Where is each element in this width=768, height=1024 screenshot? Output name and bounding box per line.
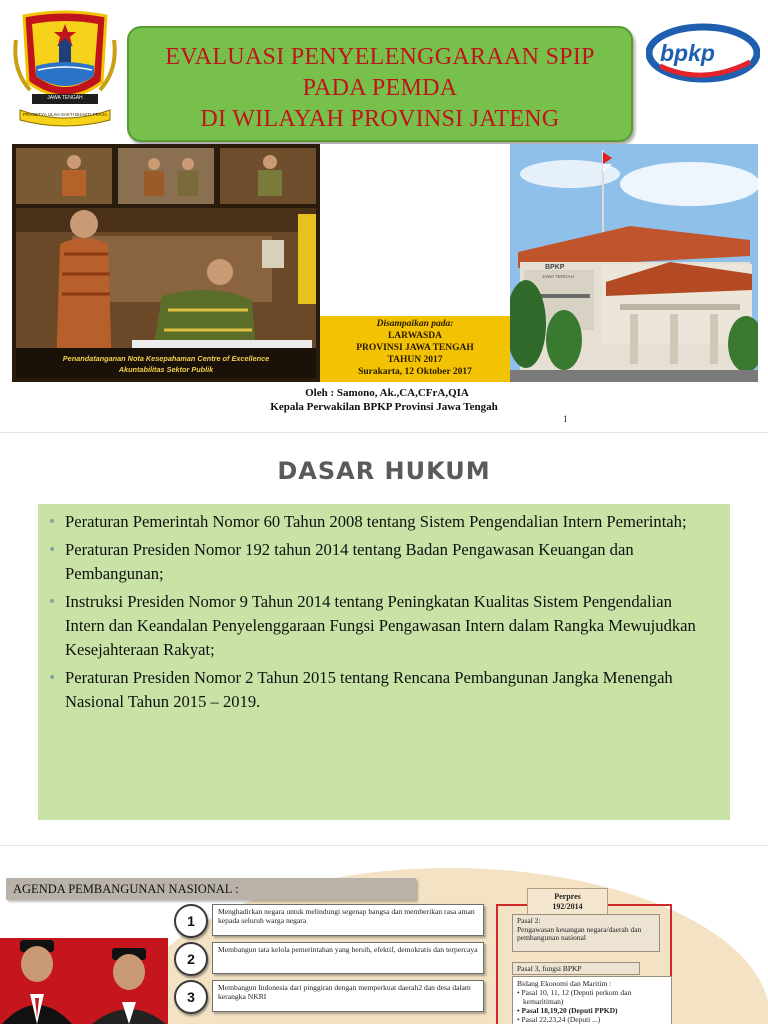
pasal-3-item-text: Pasal 10, 11, 12 (Deputi perkom dan kemaritiman): [521, 988, 632, 1006]
perpres-line-1: Perpres: [554, 892, 581, 901]
presented-at-panel: [320, 316, 510, 382]
pasal-2-text: Pengawasan keuangan negara/daerah dan pembangunan nasional: [517, 924, 642, 942]
title-slide: [0, 0, 768, 432]
title-line-3: DI WILAYAH PROVINSI JATENG: [200, 106, 560, 132]
pasal-3-sub: Bidang Ekonomi dan Maritim :: [517, 979, 612, 988]
pasal-3-head: Pasal 3, fungsi BPKP: [512, 962, 640, 975]
pasal-3-item-text: Pasal 18,19,20 (Deputi PPKD): [521, 1006, 618, 1015]
bullet-marker: •: [48, 594, 57, 610]
leaders-portrait: [0, 938, 168, 1024]
collage-caption-line-2: Akuntabilitas Sektor Publik: [118, 365, 214, 374]
presented-line-3: PROVINSI JAWA TENGAH: [356, 343, 474, 353]
signing-photo-collage: [12, 144, 320, 382]
pasal-3-item: • Pasal 22,23,24 (Deputi ...): [517, 1015, 601, 1024]
presented-line-1: Disampaikan pada:: [376, 319, 454, 329]
page-number: 1: [563, 414, 568, 424]
bullet-marker: •: [48, 670, 57, 686]
leaders-photo: [0, 938, 168, 1024]
pasal-2-box: [512, 914, 660, 952]
legal-basis-slide: [0, 433, 768, 845]
list-item: [48, 590, 712, 662]
bpkp-logo-text: bpkp: [660, 40, 715, 66]
building-sign: BPKP: [545, 264, 565, 271]
agenda-number-1: 1: [174, 904, 208, 938]
presentation-title-box: [127, 26, 633, 142]
bpkp-building-photo: [510, 144, 758, 382]
legal-basis-list: [38, 504, 730, 820]
presented-line-5: Surakarta, 12 Oktober 2017: [358, 367, 472, 377]
list-item-text: Peraturan Presiden Nomor 2 Tahun 2015 tentang Rencana Pembangunan Jangka Menengah Nasional Tahun 2015 – 2019.: [65, 668, 673, 711]
seal-caption: JAWA TENGAH: [47, 95, 83, 101]
national-agenda-slide: [0, 846, 768, 1024]
agenda-item-2: Membangun tata kelola pemerintahan yang bersih, efektif, demokratis dan terpercaya: [212, 942, 484, 974]
slide-title: DASAR HUKUM: [277, 457, 491, 485]
list-item-text: Peraturan Pemerintah Nomor 60 Tahun 2008 tentang Sistem Pengendalian Intern Pemerintah;: [65, 512, 687, 531]
bullet-marker: •: [48, 542, 57, 558]
pasal-3-item-text: Pasal 22,23,24 (Deputi ...): [521, 1015, 601, 1024]
presenter-title: Kepala Perwakilan BPKP Provinsi Jawa Tengah: [270, 401, 498, 413]
presenter-name: Oleh : Samono, Ak.,CA,CFrA,QIA: [305, 387, 469, 399]
list-item: [48, 538, 712, 586]
presenter-block: [0, 386, 768, 414]
perpres-line-2: 192/2014: [552, 902, 583, 911]
list-item: [48, 510, 712, 534]
building-sign-sub: JAWA TENGAH: [542, 274, 574, 279]
agenda-item-1: Menghadirkan negara untuk melindungi segenap bangsa dan memberikan rasa aman kepada seluruh warga negara: [212, 904, 484, 936]
pasal-3-item: • Pasal 10, 11, 12 (Deputi perkom dan kemaritiman): [517, 988, 632, 1006]
agenda-item-3: Membangun Indonesia dari pinggiran dengan memperkuat daerah2 dan desa dalam kerangka NKRI: [212, 980, 484, 1012]
collage-photo: [12, 144, 320, 382]
agenda-title: AGENDA PEMBANGUNAN NASIONAL :: [6, 878, 416, 900]
pasal-2-head: Pasal 2:: [517, 916, 541, 925]
list-item-text: Peraturan Presiden Nomor 192 tahun 2014 tentang Badan Pengawasan Keuangan dan Pembangunan;: [65, 540, 634, 583]
building-photo: [510, 144, 758, 382]
presented-line-4: TAHUN 2017: [387, 355, 443, 365]
presented-line-2: LARWASDA: [387, 331, 443, 341]
pasal-3-box: [512, 976, 672, 1024]
agenda-number-3: 3: [174, 980, 208, 1014]
seal-motto: PRASETYA ULAH SAKTI BHAKTI PRAJA: [22, 112, 108, 117]
collage-caption-line-1: Penandatanganan Nota Kesepahaman Centre of Excellence: [62, 354, 270, 363]
title-line-2: PADA PEMDA: [302, 75, 458, 101]
pasal-3-item: • Pasal 18,19,20 (Deputi PPKD): [517, 1006, 618, 1015]
agenda-number-2: 2: [174, 942, 208, 976]
bullet-marker: •: [48, 514, 57, 530]
blank-panel: [320, 144, 510, 316]
list-item-text: Instruksi Presiden Nomor 9 Tahun 2014 tentang Peningkatan Kualitas Sistem Pengendalian Intern dan Keandalan Penyelenggaraan Fungsi Pengawasan Intern dalam Rangka Mewujudkan Kesejahteraan Rakyat;: [65, 592, 696, 659]
title-line-1: EVALUASI PENYELENGGARAAN SPIP: [165, 44, 595, 70]
jawa-tengah-seal-logo: [10, 10, 120, 128]
list-item: [48, 666, 712, 714]
perpres-box: [527, 888, 608, 916]
